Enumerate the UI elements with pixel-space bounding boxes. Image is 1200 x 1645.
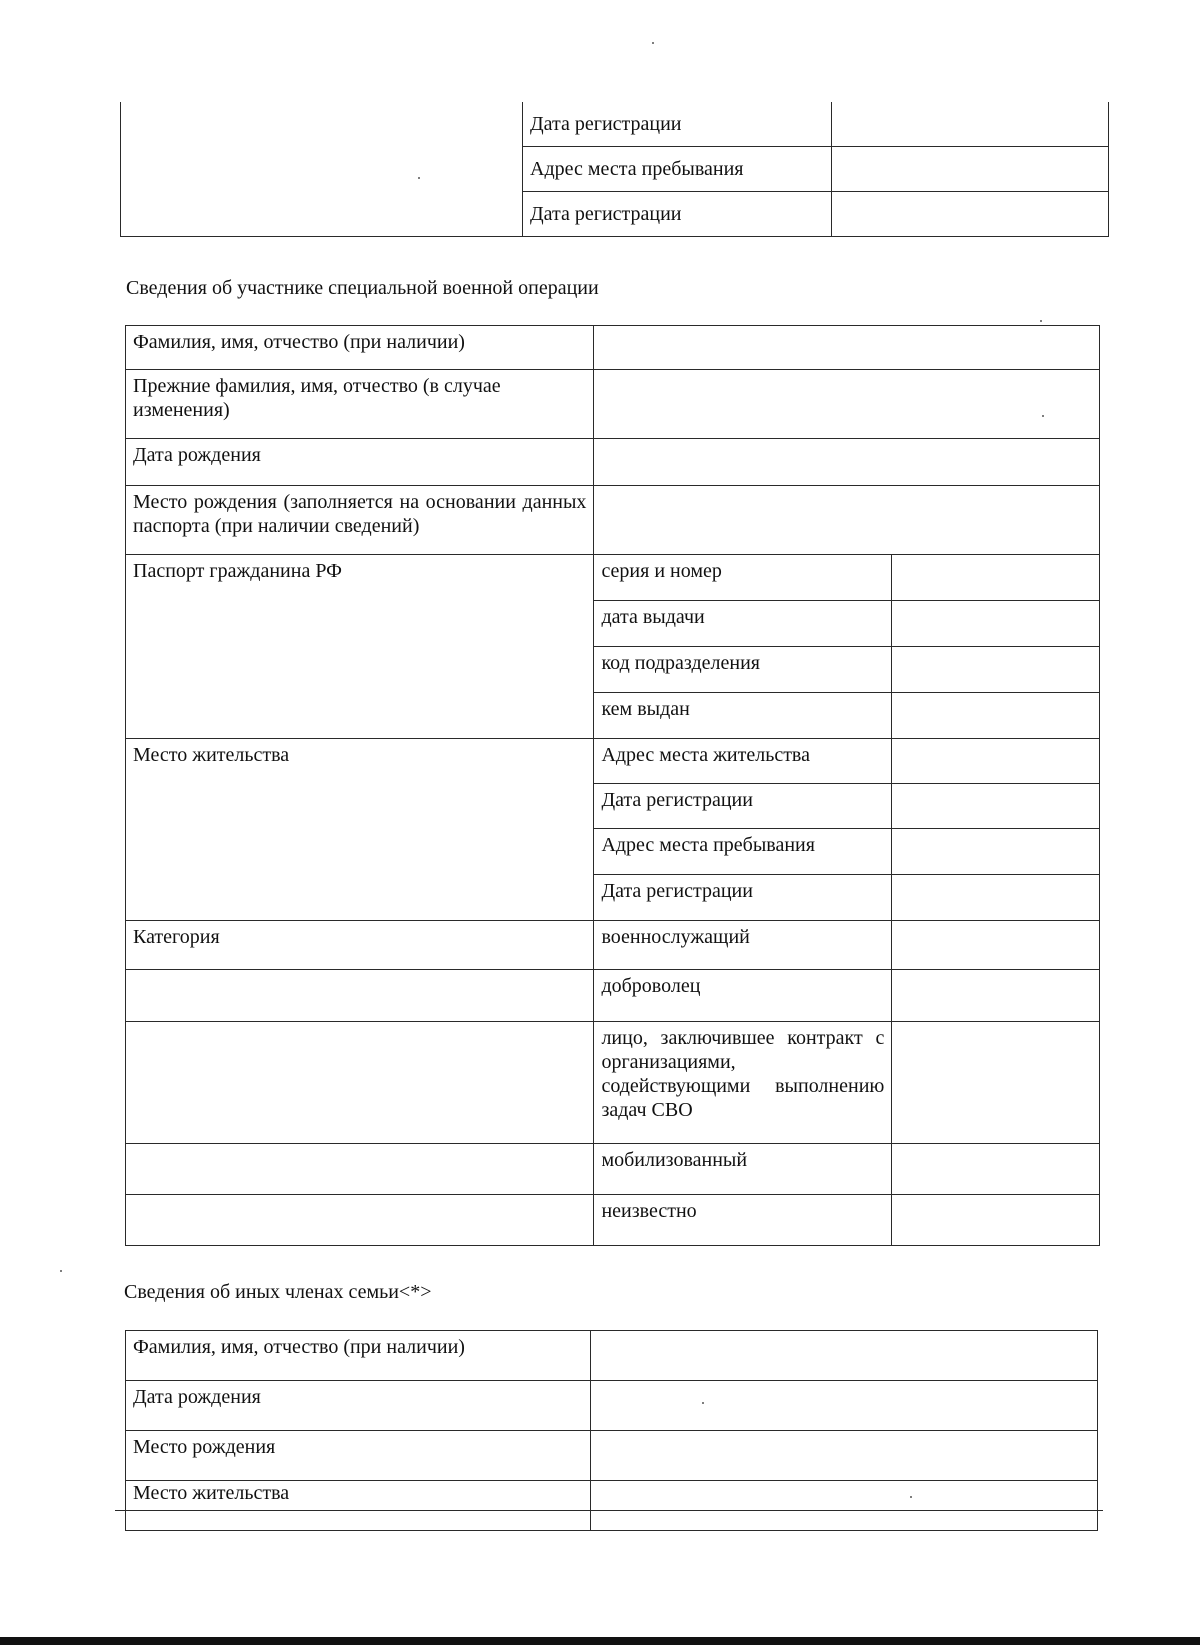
category-empty-cell [126, 1195, 594, 1246]
residence-field-label: Дата регистрации [594, 875, 892, 921]
family-full-name-label: Фамилия, имя, отчество (при наличии) [126, 1331, 591, 1381]
family-birth-date-value[interactable] [591, 1381, 1098, 1431]
scan-speck [910, 1496, 912, 1498]
family-birth-date-label: Дата рождения [126, 1381, 591, 1431]
category-option-label: лицо, заключившее контракт с организациями, содействующими выполнению задач СВО [594, 1022, 892, 1144]
residence-field-value[interactable] [892, 739, 1100, 784]
family-section-heading: Сведения об иных членах семьи<*> [124, 1281, 432, 1303]
family-full-name-value[interactable] [591, 1331, 1098, 1381]
stay-address-value[interactable] [832, 147, 1109, 192]
family-residence-value[interactable] [591, 1481, 1098, 1531]
full-name-label: Фамилия, имя, отчество (при наличии) [126, 326, 594, 370]
birth-date-value[interactable] [594, 439, 1100, 486]
residence-field-value[interactable] [892, 829, 1100, 875]
residence-field-label: Адрес места пребывания [594, 829, 892, 875]
category-empty-cell [126, 1022, 594, 1144]
birth-date-label: Дата рождения [126, 439, 594, 486]
family-birth-place-value[interactable] [591, 1431, 1098, 1481]
category-option-label: военнослужащий [594, 921, 892, 970]
svo-section-heading: Сведения об участнике специальной военной операции [126, 277, 599, 299]
empty-left-cell [121, 102, 523, 237]
passport-field-value[interactable] [892, 601, 1100, 647]
birth-place-value[interactable] [594, 486, 1100, 555]
family-birth-place-label: Место рождения [126, 1431, 591, 1481]
scan-speck [652, 42, 654, 44]
category-option-label: неизвестно [594, 1195, 892, 1246]
category-option-value[interactable] [892, 970, 1100, 1022]
passport-field-label: дата выдачи [594, 601, 892, 647]
passport-field-value[interactable] [892, 647, 1100, 693]
stay-address-label: Адрес места пребывания [523, 147, 832, 192]
residence-table-continuation [120, 102, 1109, 237]
category-option-value[interactable] [892, 1022, 1100, 1144]
scan-speck [60, 1270, 62, 1272]
category-option-label: доброволец [594, 970, 892, 1022]
registration-date-value[interactable] [832, 192, 1109, 237]
scan-speck [702, 1402, 704, 1404]
registration-date-label: Дата регистрации [523, 192, 832, 237]
svo-participant-table [125, 325, 1100, 1246]
passport-field-label: кем выдан [594, 693, 892, 739]
residence-field-value[interactable] [892, 875, 1100, 921]
scan-speck [418, 177, 420, 179]
full-name-value[interactable] [594, 326, 1100, 370]
passport-field-label: код подразделения [594, 647, 892, 693]
family-residence-label: Место жительства [126, 1481, 591, 1531]
category-option-label: мобилизованный [594, 1144, 892, 1195]
registration-date-value[interactable] [832, 102, 1109, 147]
category-empty-cell [126, 970, 594, 1022]
birth-place-label: Место рождения (заполняется на основании данных паспорта (при наличии сведений) [126, 486, 594, 555]
registration-date-label: Дата регистрации [523, 102, 832, 147]
residence-field-label: Дата регистрации [594, 784, 892, 829]
previous-name-value[interactable] [594, 370, 1100, 439]
residence-label: Место жительства [126, 739, 594, 921]
passport-label: Паспорт гражданина РФ [126, 555, 594, 739]
scan-speck [1042, 415, 1044, 417]
category-label: Категория [126, 921, 594, 970]
passport-field-value[interactable] [892, 693, 1100, 739]
scan-speck [1040, 320, 1042, 322]
page-bottom-rule [115, 1510, 1103, 1511]
scan-edge-bar [0, 1637, 1200, 1645]
residence-field-value[interactable] [892, 784, 1100, 829]
category-empty-cell [126, 1144, 594, 1195]
previous-name-label: Прежние фамилия, имя, отчество (в случае изменения) [126, 370, 594, 439]
category-option-value[interactable] [892, 921, 1100, 970]
category-option-value[interactable] [892, 1195, 1100, 1246]
category-option-value[interactable] [892, 1144, 1100, 1195]
family-members-table [125, 1330, 1098, 1531]
passport-field-label: серия и номер [594, 555, 892, 601]
passport-field-value[interactable] [892, 555, 1100, 601]
residence-field-label: Адрес места жительства [594, 739, 892, 784]
